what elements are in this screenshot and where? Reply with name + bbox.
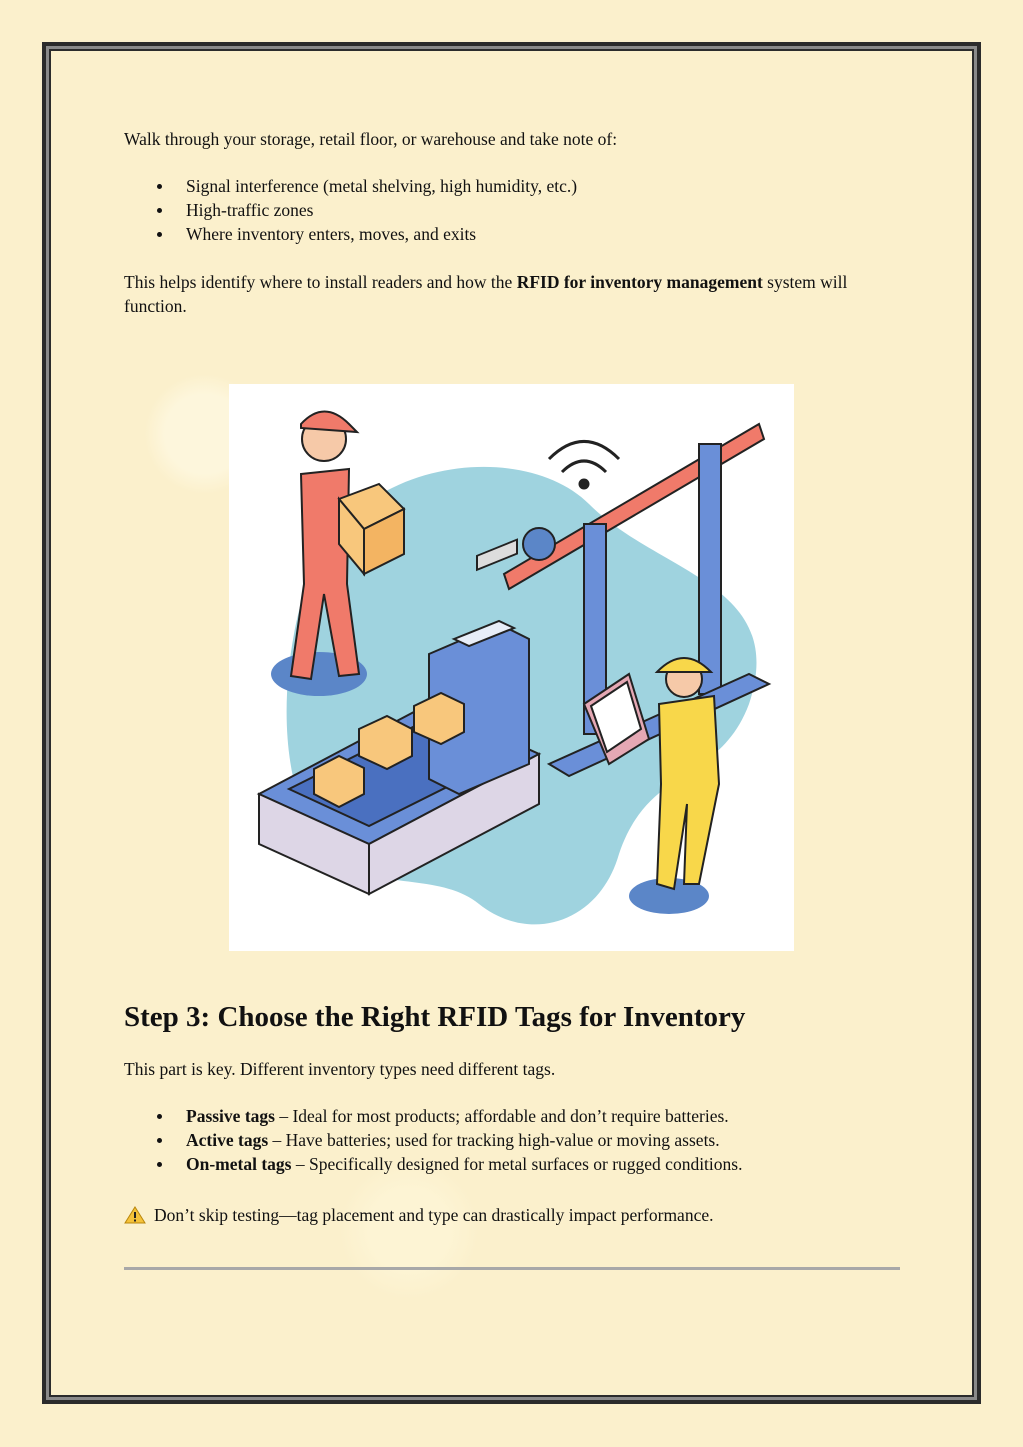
horizontal-divider — [124, 1267, 900, 1270]
warning-icon — [124, 1206, 146, 1224]
observation-list — [124, 174, 904, 246]
illustration-svg — [229, 384, 794, 951]
list-item: Where inventory enters, moves, and exits — [186, 222, 904, 246]
intro-section — [124, 127, 904, 318]
tag-item-on-metal: On-metal tags – Specifically designed for metal surfaces or rugged conditions. — [186, 1152, 904, 1176]
intro-summary: This helps identify where to install readers and how the RFID for inventory management system will function. — [124, 272, 848, 316]
intro-lead: Walk through your storage, retail floor, or warehouse and take note of: — [124, 129, 618, 149]
tag-item-active: Active tags – Have batteries; used for tracking high-value or moving assets. — [186, 1128, 904, 1152]
tag-item-passive: Passive tags – Ideal for most products; affordable and don’t require batteries. — [186, 1104, 904, 1128]
step3-section — [124, 999, 904, 1227]
wifi-icon — [549, 442, 619, 489]
section-heading: Step 3: Choose the Right RFID Tags for Inventory — [124, 1001, 746, 1033]
rfid-warehouse-illustration — [229, 384, 794, 951]
warning-note — [124, 1203, 904, 1227]
warning-text: Don’t skip testing—tag placement and type can drastically impact performance. — [154, 1205, 714, 1225]
rfid-keyword: RFID for inventory management — [516, 272, 763, 292]
list-item: Signal interference (metal shelving, high humidity, etc.) — [186, 174, 904, 198]
list-item: High-traffic zones — [186, 198, 904, 222]
step3-lead: This part is key. Different inventory types need different tags. — [124, 1059, 556, 1079]
tag-type-list — [124, 1104, 904, 1176]
